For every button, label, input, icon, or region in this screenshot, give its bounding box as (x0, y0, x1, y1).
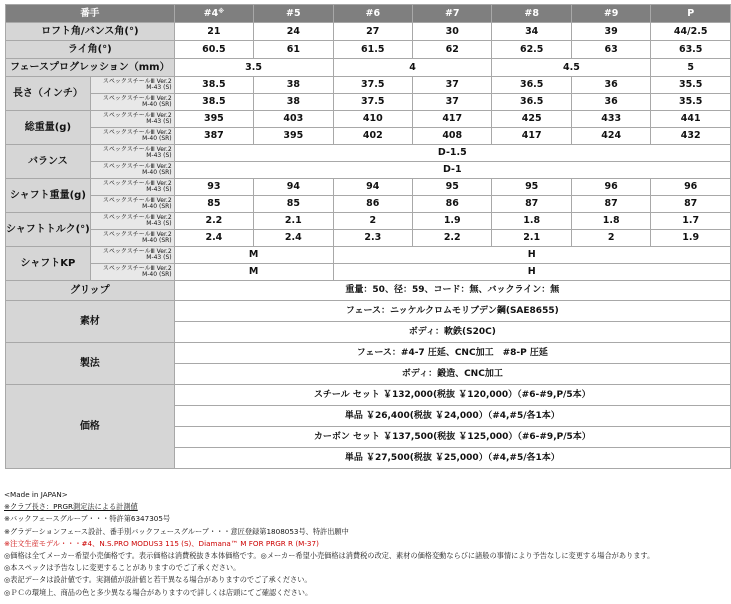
balance-label: バランス (6, 145, 91, 179)
shaft-variant-b: スペックスチールⅢ Ver.2 M-40 (SR) (90, 162, 174, 179)
header-club-4: #4※ (174, 5, 253, 23)
table-cell: 87 (651, 196, 731, 213)
grip-row (6, 281, 731, 301)
table-cell: 62 (413, 41, 492, 59)
table-cell: H (333, 247, 730, 264)
table-cell: 85 (174, 196, 253, 213)
table-cell: 2.2 (174, 213, 253, 230)
table-cell: 395 (174, 111, 253, 128)
shaft-variant-a: スペックスチールⅢ Ver.2 M-43 (S) (90, 179, 174, 196)
table-cell: 37 (413, 94, 492, 111)
table-cell: 425 (492, 111, 571, 128)
shaft-variant-b: スペックスチールⅢ Ver.2 M-40 (SR) (90, 196, 174, 213)
price-row-1 (6, 385, 731, 406)
table-cell: 61 (254, 41, 333, 59)
note-item: ◎ＰＣの環境上、商品の色と多少異なる場合がありますので詳しくは店頭にてご確認ください。 (4, 587, 313, 597)
shaft-variant-b: スペックスチールⅢ Ver.2 M-40 (SR) (90, 128, 174, 145)
table-cell: 94 (333, 179, 412, 196)
table-cell: 36 (571, 94, 650, 111)
header-club-p: P (651, 5, 731, 23)
face-progression-row (6, 59, 731, 77)
shaft-weight-row-b (6, 196, 731, 213)
table-cell: ボディ：鍛造、CNC加工 (174, 364, 730, 385)
table-cell: M (174, 264, 333, 281)
loft-row (6, 23, 731, 41)
table-cell: 96 (651, 179, 731, 196)
length-row-a (6, 77, 731, 94)
header-row (6, 5, 731, 23)
table-cell: 95 (413, 179, 492, 196)
table-cell: D-1 (174, 162, 730, 179)
table-cell: 27 (333, 23, 412, 41)
shaft-kp-row-b (6, 264, 731, 281)
table-cell: フェース：#4-7 圧延、CNC加工 #8-P 圧延 (174, 343, 730, 364)
table-cell: 36.5 (492, 77, 571, 94)
table-cell: 44/2.5 (651, 23, 731, 41)
table-cell: 1.8 (571, 213, 650, 230)
table-cell: 36.5 (492, 94, 571, 111)
table-cell: 408 (413, 128, 492, 145)
length-row-b (6, 94, 731, 111)
header-club-9: #9 (571, 5, 650, 23)
table-cell: 403 (254, 111, 333, 128)
table-cell: 3.5 (174, 59, 333, 77)
note-made-in: <Made in JAPAN> (4, 490, 68, 499)
shaft-kp-label: シャフトKP (6, 247, 91, 281)
table-cell: 417 (413, 111, 492, 128)
note-item: ◎価格は全てメーカー希望小売価格です。表示価格は消費税抜き本体価格です。◎メーカー希望小売価格は消費税の改定、素材の価格変動ならびに諸般の事情により予告なしに変更する場合があります。 (4, 551, 655, 561)
table-cell: 38.5 (174, 77, 253, 94)
table-cell: 410 (333, 111, 412, 128)
face-progression-label: フェースプログレッション（mm） (6, 59, 175, 77)
table-cell: 1.8 (492, 213, 571, 230)
table-cell: 単品 ￥26,400(税抜 ￥24,000）（#4,#5/各1本） (174, 406, 730, 427)
table-cell: 2.1 (254, 213, 333, 230)
method-label: 製法 (6, 343, 175, 385)
note-item: ※クラブ長さ：PRGR測定法による計測値 (4, 502, 138, 512)
balance-row-b (6, 162, 731, 179)
note-item: ※グラデーションフェース設計、番手別バックフェースグルーブ・・・意匠登録第1808053号、特許出願中 (4, 526, 349, 536)
table-cell: 402 (333, 128, 412, 145)
table-cell: 387 (174, 128, 253, 145)
material-label: 素材 (6, 301, 175, 343)
weight-label: 総重量(g) (6, 111, 91, 145)
weight-row-a (6, 111, 731, 128)
header-club-6: #6 (333, 5, 412, 23)
table-cell: 432 (651, 128, 731, 145)
grip-label: グリップ (6, 281, 175, 301)
table-cell: 2.4 (254, 230, 333, 247)
shaft-variant-b: スペックスチールⅢ Ver.2 M-40 (SR) (90, 264, 174, 281)
shaft-variant-a: スペックスチールⅢ Ver.2 M-43 (S) (90, 77, 174, 94)
table-cell: 37 (413, 77, 492, 94)
table-cell: フェース：ニッケルクロムモリブデン鋼(SAE8655) (174, 301, 730, 322)
table-cell: カーボン セット ￥137,500(税抜 ￥125,000）（#6-#9,P/5本） (174, 427, 730, 448)
note-item: ※注文生産モデル・・・#4、N.S.PRO MODUS3 115 (S)、Diamana™ M FOR PRGR R (M-37) (4, 538, 319, 548)
table-cell: 1.7 (651, 213, 731, 230)
balance-row-a (6, 145, 731, 162)
table-cell: 30 (413, 23, 492, 41)
lie-row (6, 41, 731, 59)
method-row-face (6, 343, 731, 364)
table-cell: 95 (492, 179, 571, 196)
table-cell: 38.5 (174, 94, 253, 111)
table-cell: 1.9 (413, 213, 492, 230)
note-item: ※バックフェースグルーブ・・・特許第6347305号 (4, 514, 171, 524)
shaft-kp-row-a (6, 247, 731, 264)
table-cell: D-1.5 (174, 145, 730, 162)
shaft-variant-a: スペックスチールⅢ Ver.2 M-43 (S) (90, 247, 174, 264)
price-label: 価格 (6, 385, 175, 469)
table-cell: 21 (174, 23, 253, 41)
header-club-8: #8 (492, 5, 571, 23)
table-cell: 2.1 (492, 230, 571, 247)
table-cell: 87 (571, 196, 650, 213)
table-cell: 2 (571, 230, 650, 247)
note-item: ◎表記データは設計値です。実測値が設計値と若干異なる場合がありますのでご了承ください。 (4, 575, 312, 585)
table-cell: 417 (492, 128, 571, 145)
shaft-variant-a: スペックスチールⅢ Ver.2 M-43 (S) (90, 145, 174, 162)
table-cell: 433 (571, 111, 650, 128)
table-cell: 2 (333, 213, 412, 230)
note-item: ◎本スペックは予告なしに変更することがありますのでご了承ください。 (4, 563, 241, 573)
table-cell: 37.5 (333, 77, 412, 94)
spec-table (5, 4, 731, 469)
table-cell: 395 (254, 128, 333, 145)
table-cell: 39 (571, 23, 650, 41)
table-cell: 62.5 (492, 41, 571, 59)
lie-label: ライ角(°) (6, 41, 175, 59)
shaft-variant-a: スペックスチールⅢ Ver.2 M-43 (S) (90, 213, 174, 230)
table-cell: 5 (651, 59, 731, 77)
table-cell: 35.5 (651, 77, 731, 94)
table-cell: 4.5 (492, 59, 651, 77)
table-cell: 34 (492, 23, 571, 41)
table-cell: 2.2 (413, 230, 492, 247)
shaft-torque-label: シャフトトルク(°) (6, 213, 91, 247)
table-cell: 38 (254, 94, 333, 111)
table-cell: 38 (254, 77, 333, 94)
table-cell: M (174, 247, 333, 264)
table-cell: 86 (333, 196, 412, 213)
notes-section (4, 489, 729, 599)
table-cell: 2.3 (333, 230, 412, 247)
shaft-variant-b: スペックスチールⅢ Ver.2 M-40 (SR) (90, 230, 174, 247)
table-cell: 86 (413, 196, 492, 213)
table-cell: スチール セット ￥132,000(税抜 ￥120,000）（#6-#9,P/5本） (174, 385, 730, 406)
header-label: 番手 (6, 5, 175, 23)
table-cell: 1.9 (651, 230, 731, 247)
table-cell: 94 (254, 179, 333, 196)
header-club-7: #7 (413, 5, 492, 23)
table-cell: 24 (254, 23, 333, 41)
table-cell: 85 (254, 196, 333, 213)
table-cell: 35.5 (651, 94, 731, 111)
table-cell: 2.4 (174, 230, 253, 247)
table-cell: 441 (651, 111, 731, 128)
loft-label: ロフト角/バンス角(°) (6, 23, 175, 41)
shaft-weight-row-a (6, 179, 731, 196)
length-label: 長さ（インチ） (6, 77, 91, 111)
table-cell: 87 (492, 196, 571, 213)
table-cell: 60.5 (174, 41, 253, 59)
material-row-face (6, 301, 731, 322)
table-cell: 37.5 (333, 94, 412, 111)
table-cell: ボディ：軟鉄(S20C) (174, 322, 730, 343)
table-cell: 4 (333, 59, 492, 77)
shaft-torque-row-b (6, 230, 731, 247)
table-cell: 63 (571, 41, 650, 59)
shaft-variant-b: スペックスチールⅢ Ver.2 M-40 (SR) (90, 94, 174, 111)
table-cell: 93 (174, 179, 253, 196)
table-cell: 36 (571, 77, 650, 94)
shaft-torque-row-a (6, 213, 731, 230)
shaft-weight-label: シャフト重量(g) (6, 179, 91, 213)
table-cell: 96 (571, 179, 650, 196)
shaft-variant-a: スペックスチールⅢ Ver.2 M-43 (S) (90, 111, 174, 128)
weight-row-b (6, 128, 731, 145)
table-cell: 重量：50、径：59、コード：無、バックライン：無 (174, 281, 730, 301)
table-cell: H (333, 264, 730, 281)
table-cell: 単品 ￥27,500(税抜 ￥25,000）（#4,#5/各1本） (174, 448, 730, 469)
header-club-5: #5 (254, 5, 333, 23)
table-cell: 63.5 (651, 41, 731, 59)
table-cell: 424 (571, 128, 650, 145)
table-cell: 61.5 (333, 41, 412, 59)
